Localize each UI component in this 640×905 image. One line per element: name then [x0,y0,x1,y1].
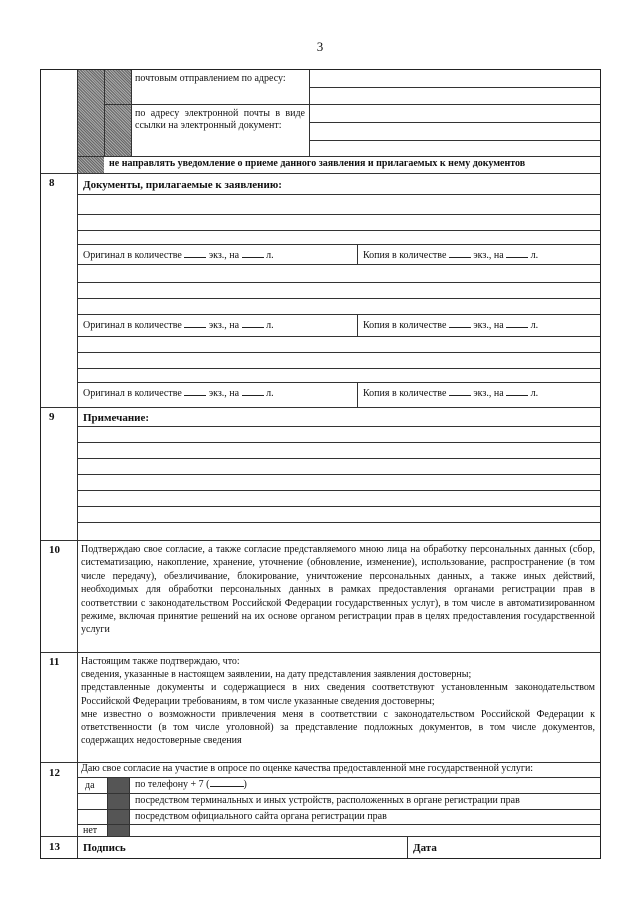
section-number: 13 [49,841,60,853]
application-form [40,69,601,859]
date-label: Дата [413,842,437,854]
original-count-line: Оригинал в количестве экз., на л. [83,388,274,399]
documents-title: Документы, прилагаемые к заявлению: [83,179,282,191]
survey-phone-checkbox[interactable] [108,778,129,793]
survey-by-website: посредством официального сайта органа регистрации прав [135,811,387,822]
confirmation-item: сведения, указанные в настоящем заявлении, на дату представления заявления достоверны; [81,669,472,681]
survey-terminal-checkbox[interactable] [108,794,129,809]
survey-website-checkbox[interactable] [108,810,129,824]
number-column-divider [77,70,78,858]
survey-decline-checkbox[interactable] [108,825,129,836]
section-number: 8 [49,177,55,189]
confirmation-intro: Настоящим также подтверждаю, что: [81,656,240,667]
original-count-line: Оригинал в количестве экз., на л. [83,320,274,331]
personal-data-consent-text: Подтверждаю свое согласие, а также согласие представляемого мною лица на обработку персональных данных (сбор, систематизацию, накопление, хранение, уточнение (обновление, изменение), использование, распространение (в том числе передачу), обезличивание, блокирование, уничтожение персональных данных, а также иных действий, необходимых для обработки персональных данных в рамках предоставления органами регистрации прав в соответствии с законодательством Российской Федерации государственных услуг), в том числе в автоматизированном режиме, включая принятие решений на их основе органом регистрации прав в целях предоставления государственной услуги [81,544,595,636]
survey-by-phone: по телефону + 7 ( ) [135,779,247,790]
no-notify-label: не направлять уведомление о приеме данного заявления и прилагаемых к нему документов [109,158,526,169]
page-number: 3 [316,39,324,54]
copy-count-line: Копия в количестве экз., на л. [363,250,539,261]
survey-consent-intro: Даю свое согласие на участие в опросе по оценке качества предоставленной мне государственной услуги: [81,763,534,774]
section-number: 10 [49,544,60,556]
section-number: 12 [49,767,60,779]
original-count-line: Оригинал в количестве экз., на л. [83,250,274,261]
section-number: 11 [49,656,60,668]
no-notify-checkbox[interactable] [78,157,104,173]
section-number: 9 [49,411,55,423]
confirmation-item: мне известно о возможности привлечения меня в соответствии с законодательством Российской Федерации к ответственности (в том числе уголовной) за представление подложных документов, в том числе документов, содержащих недостоверные сведения [81,708,595,747]
yes-option-label: да [85,780,95,791]
mail-checkbox[interactable] [105,70,131,156]
signature-label: Подпись [83,842,126,854]
checkbox-cell-shaded [78,70,104,156]
mail-delivery-label: почтовым отправлением по адресу: [135,73,286,84]
email-delivery-label: по адресу электронной почты в виде ссылки на электронный документ: [135,108,305,132]
confirmation-block [81,655,595,747]
note-title: Примечание: [83,412,150,424]
survey-by-terminal: посредством терминальных и иных устройств, расположенных в органе регистрации прав [135,795,520,806]
copy-count-line: Копия в количестве экз., на л. [363,388,539,399]
confirmation-item: представленные документы и содержащиеся в них сведения соответствуют установленным законодательством Российской Федерации требованиям, в том числе указанные сведения достоверны; [81,682,595,707]
no-option-label: нет [83,825,98,836]
copy-count-line: Копия в количестве экз., на л. [363,320,539,331]
